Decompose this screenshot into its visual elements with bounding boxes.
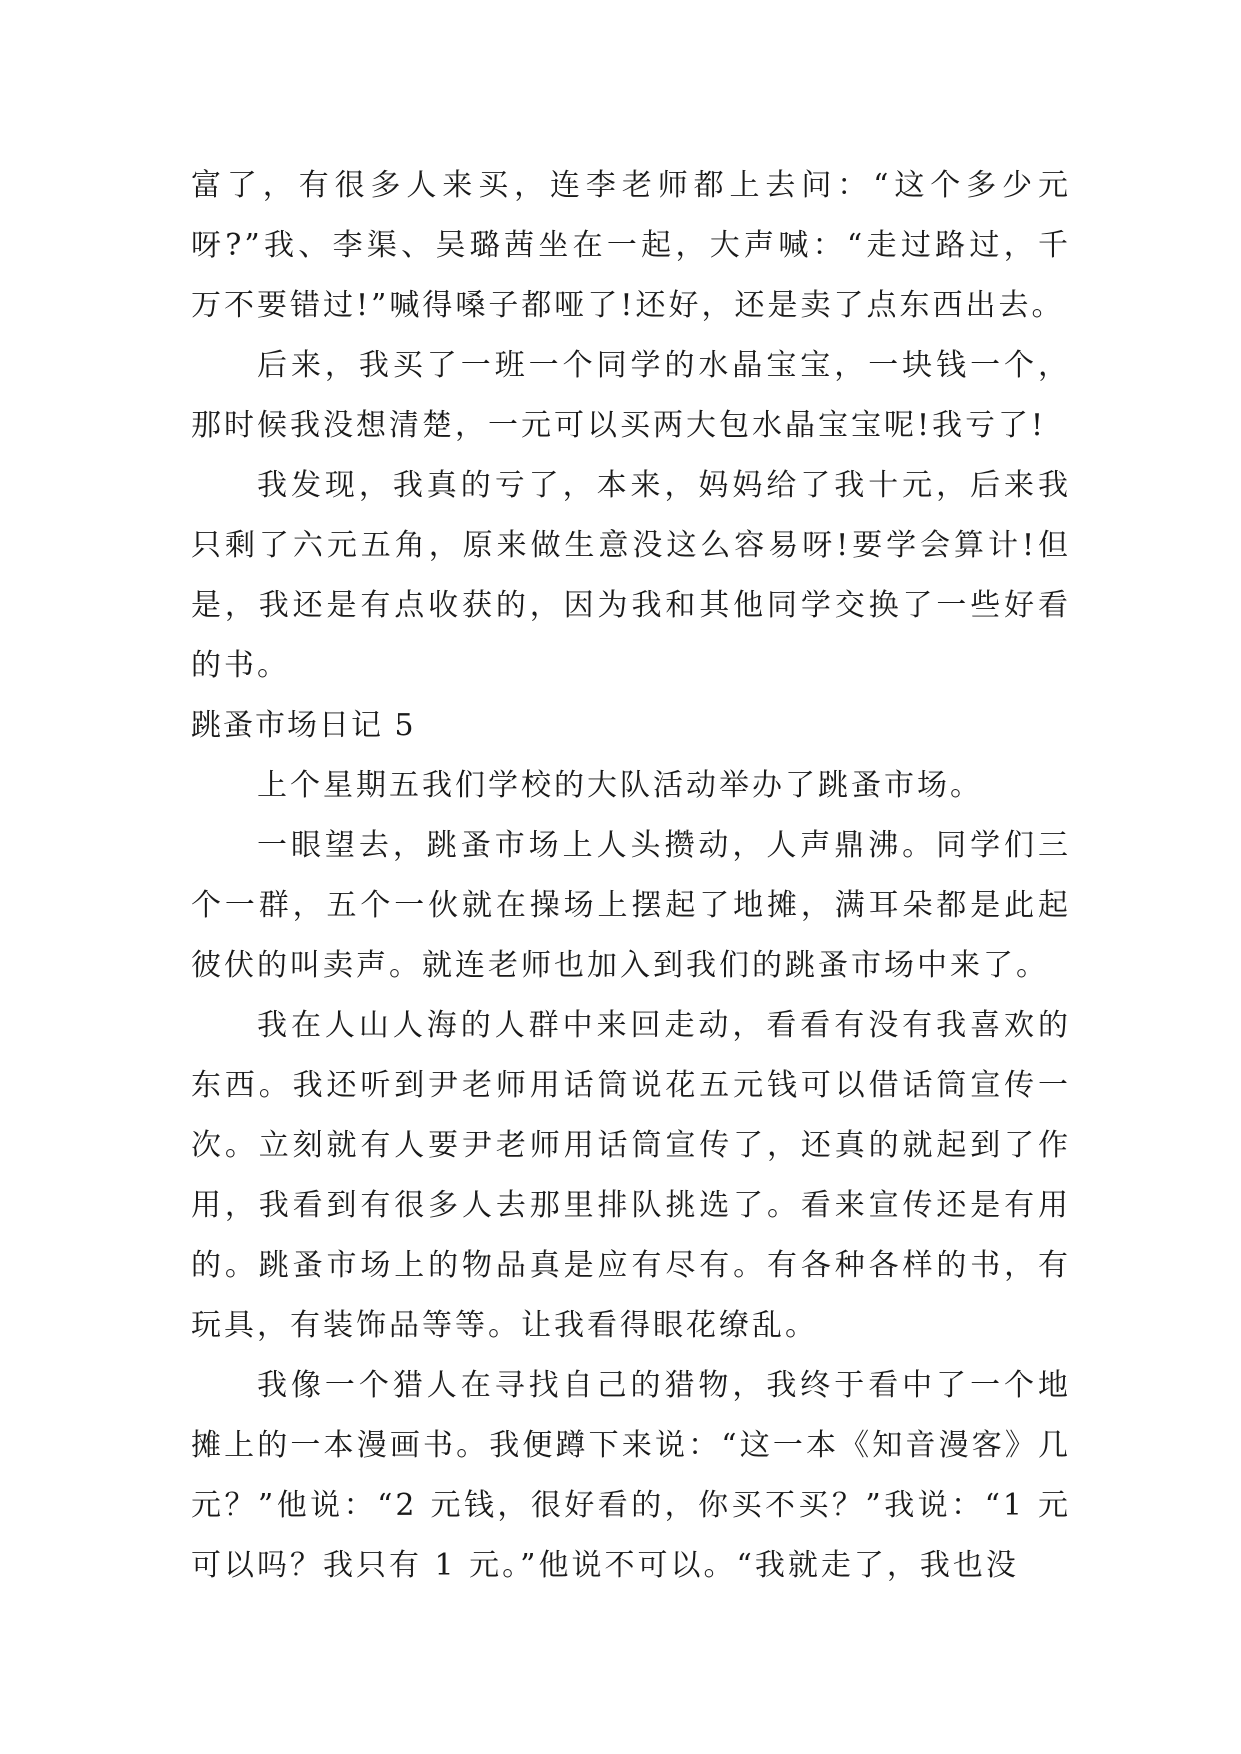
paragraph: 一眼望去，跳蚤市场上人头攒动，人声鼎沸。同学们三个一群，五个一伙就在操场上摆起了地摊，满耳朵都是此起彼伏的叫卖声。就连老师也加入到我们的跳蚤市场中来了。 xyxy=(191,828,1071,983)
paragraph-continued: 富了，有很多人来买，连李老师都上去问：“这个多少元呀?”我、李渠、吴璐茜坐在一起，大声喊：“走过路过，千万不要错过!”喊得嗓子都哑了!还好，还是卖了点东西出去。 xyxy=(191,168,1071,323)
paragraph: 我像一个猎人在寻找自己的猎物，我终于看中了一个地摊上的一本漫画书。我便蹲下来说：“这一本《知音漫客》几元？”他说：“2 元钱，很好看的，你买不买？”我说：“1 元可以吗？我只有 1 元。”他说不可以。“我就走了，我也没 xyxy=(191,1368,1071,1583)
section-heading: 跳蚤市场日记 5 xyxy=(191,708,416,743)
paragraph: 我发现，我真的亏了，本来，妈妈给了我十元，后来我只剩了六元五角，原来做生意没这么容易呀!要学会算计!但是，我还是有点收获的，因为我和其他同学交换了一些好看的书。 xyxy=(191,468,1071,683)
paragraph: 后来，我买了一班一个同学的水晶宝宝，一块钱一个，那时候我没想清楚，一元可以买两大包水晶宝宝呢!我亏了! xyxy=(191,348,1071,443)
paragraph: 上个星期五我们学校的大队活动举办了跳蚤市场。 xyxy=(257,768,983,803)
paragraph: 我在人山人海的人群中来回走动，看看有没有我喜欢的东西。我还听到尹老师用话筒说花五元钱可以借话筒宣传一次。立刻就有人要尹老师用话筒宣传了，还真的就起到了作用，我看到有很多人去那里排队挑选了。看来宣传还是有用的。跳蚤市场上的物品真是应有尽有。有各种各样的书，有玩具，有装饰品等等。让我看得眼花缭乱。 xyxy=(191,1008,1071,1343)
document-body xyxy=(191,156,1071,1596)
